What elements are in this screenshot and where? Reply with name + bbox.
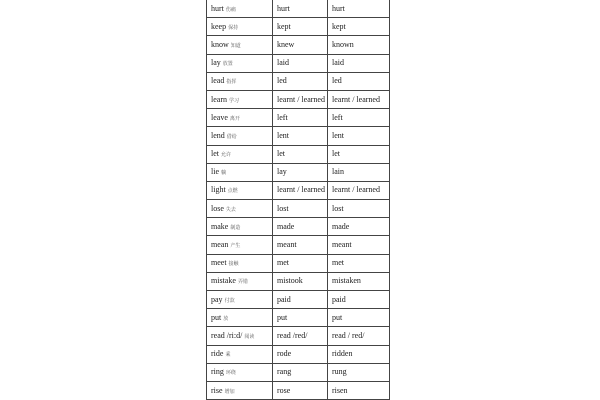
chinese-meaning: 保持	[228, 25, 239, 31]
irregular-verb-table	[206, 0, 390, 400]
table-row	[207, 309, 390, 327]
past-tense-cell: hurt	[273, 0, 328, 18]
chinese-meaning: 指挥	[226, 80, 237, 86]
table-row	[207, 0, 390, 18]
past-participle-cell: learnt / learned	[328, 181, 390, 199]
base-form: lie	[211, 167, 219, 177]
base-form: read /ri:d/	[211, 330, 243, 340]
base-form: pay	[211, 294, 223, 304]
past-tense-cell: lost	[273, 200, 328, 218]
chinese-meaning: 付款	[224, 298, 235, 304]
chinese-meaning: 伤痛	[225, 7, 236, 13]
table-row	[207, 291, 390, 309]
base-form-cell	[207, 381, 273, 399]
base-form-cell	[207, 363, 273, 381]
chinese-meaning: 制造	[230, 225, 241, 231]
past-participle-cell: kept	[328, 18, 390, 36]
base-form-cell	[207, 54, 273, 72]
chinese-meaning: 弄错	[237, 280, 248, 286]
chinese-meaning: 借给	[226, 134, 237, 140]
base-form: let	[211, 149, 219, 159]
past-tense-cell: led	[273, 72, 328, 90]
base-form: keep	[211, 21, 227, 31]
past-tense-cell: met	[273, 254, 328, 272]
base-form: make	[211, 221, 229, 231]
base-form: learn	[211, 94, 227, 104]
past-tense-cell: kept	[273, 18, 328, 36]
table-row	[207, 327, 390, 345]
chinese-meaning: 阅读	[244, 334, 255, 340]
base-form: rise	[211, 385, 223, 395]
past-tense-cell: knew	[273, 36, 328, 54]
chinese-meaning: 放	[223, 316, 229, 322]
past-participle-cell: met	[328, 254, 390, 272]
base-form-cell	[207, 36, 273, 54]
table-row	[207, 218, 390, 236]
past-participle-cell: lain	[328, 163, 390, 181]
past-participle-cell: rung	[328, 363, 390, 381]
base-form-cell	[207, 109, 273, 127]
table-row	[207, 200, 390, 218]
chinese-meaning: 放置	[222, 62, 233, 68]
base-form: mean	[211, 240, 229, 250]
past-participle-cell: put	[328, 309, 390, 327]
past-tense-cell: put	[273, 309, 328, 327]
past-tense-cell: learnt / learned	[273, 90, 328, 108]
verb-table-body	[207, 0, 390, 400]
table-row	[207, 181, 390, 199]
past-participle-cell: ridden	[328, 345, 390, 363]
past-participle-cell: laid	[328, 54, 390, 72]
base-form-cell	[207, 18, 273, 36]
past-tense-cell: paid	[273, 291, 328, 309]
table-row	[207, 18, 390, 36]
base-form-cell	[207, 254, 273, 272]
chinese-meaning: 乘	[225, 353, 231, 359]
table-row	[207, 90, 390, 108]
base-form: light	[211, 185, 226, 195]
past-participle-cell: paid	[328, 291, 390, 309]
past-participle-cell: let	[328, 145, 390, 163]
base-form: hurt	[211, 3, 224, 13]
base-form: leave	[211, 112, 228, 122]
chinese-meaning: 知道	[230, 43, 241, 49]
past-participle-cell: known	[328, 36, 390, 54]
base-form-cell	[207, 72, 273, 90]
base-form-cell	[207, 127, 273, 145]
base-form: put	[211, 312, 222, 322]
table-row	[207, 345, 390, 363]
chinese-meaning: 学习	[229, 98, 240, 104]
chinese-meaning: 躺	[221, 171, 227, 177]
base-form-cell	[207, 163, 273, 181]
chinese-meaning: 产生	[230, 244, 241, 250]
base-form: mistake	[211, 276, 236, 286]
base-form-cell	[207, 218, 273, 236]
past-tense-cell: rang	[273, 363, 328, 381]
past-participle-cell: meant	[328, 236, 390, 254]
past-tense-cell: made	[273, 218, 328, 236]
base-form-cell	[207, 291, 273, 309]
chinese-meaning: 允许	[221, 153, 232, 159]
base-form: ring	[211, 367, 224, 377]
past-tense-cell: left	[273, 109, 328, 127]
table-row	[207, 163, 390, 181]
table-row	[207, 145, 390, 163]
past-tense-cell: mistook	[273, 272, 328, 290]
table-row	[207, 363, 390, 381]
table-row	[207, 236, 390, 254]
past-tense-cell: laid	[273, 54, 328, 72]
base-form-cell	[207, 345, 273, 363]
chinese-meaning: 接触	[228, 262, 239, 268]
past-participle-cell: learnt / learned	[328, 90, 390, 108]
base-form-cell	[207, 0, 273, 18]
chinese-meaning: 环绕	[225, 371, 236, 377]
base-form: meet	[211, 258, 227, 268]
base-form: lend	[211, 130, 225, 140]
chinese-meaning: 失去	[225, 207, 236, 213]
table-row	[207, 381, 390, 399]
past-participle-cell: risen	[328, 381, 390, 399]
past-tense-cell: lay	[273, 163, 328, 181]
base-form: lead	[211, 76, 225, 86]
chinese-meaning: 离开	[229, 116, 240, 122]
table-row	[207, 109, 390, 127]
base-form-cell	[207, 272, 273, 290]
past-tense-cell: meant	[273, 236, 328, 254]
past-tense-cell: rode	[273, 345, 328, 363]
past-participle-cell: led	[328, 72, 390, 90]
base-form-cell	[207, 236, 273, 254]
past-participle-cell: lost	[328, 200, 390, 218]
past-participle-cell: lent	[328, 127, 390, 145]
base-form-cell	[207, 200, 273, 218]
table-row	[207, 72, 390, 90]
table-row	[207, 254, 390, 272]
table-row	[207, 36, 390, 54]
base-form-cell	[207, 145, 273, 163]
base-form-cell	[207, 327, 273, 345]
past-tense-cell: learnt / learned	[273, 181, 328, 199]
chinese-meaning: 增加	[224, 389, 235, 395]
base-form: ride	[211, 349, 224, 359]
base-form: lose	[211, 203, 224, 213]
table-row	[207, 54, 390, 72]
past-participle-cell: mistaken	[328, 272, 390, 290]
base-form-cell	[207, 181, 273, 199]
past-participle-cell: read / red/	[328, 327, 390, 345]
past-tense-cell: rose	[273, 381, 328, 399]
base-form-cell	[207, 309, 273, 327]
table-row	[207, 272, 390, 290]
base-form-cell	[207, 90, 273, 108]
past-tense-cell: lent	[273, 127, 328, 145]
base-form: lay	[211, 58, 221, 68]
past-participle-cell: hurt	[328, 0, 390, 18]
chinese-meaning: 点燃	[227, 189, 238, 195]
past-tense-cell: let	[273, 145, 328, 163]
base-form: know	[211, 39, 229, 49]
past-participle-cell: left	[328, 109, 390, 127]
past-participle-cell: made	[328, 218, 390, 236]
table-row	[207, 127, 390, 145]
past-tense-cell: read /red/	[273, 327, 328, 345]
